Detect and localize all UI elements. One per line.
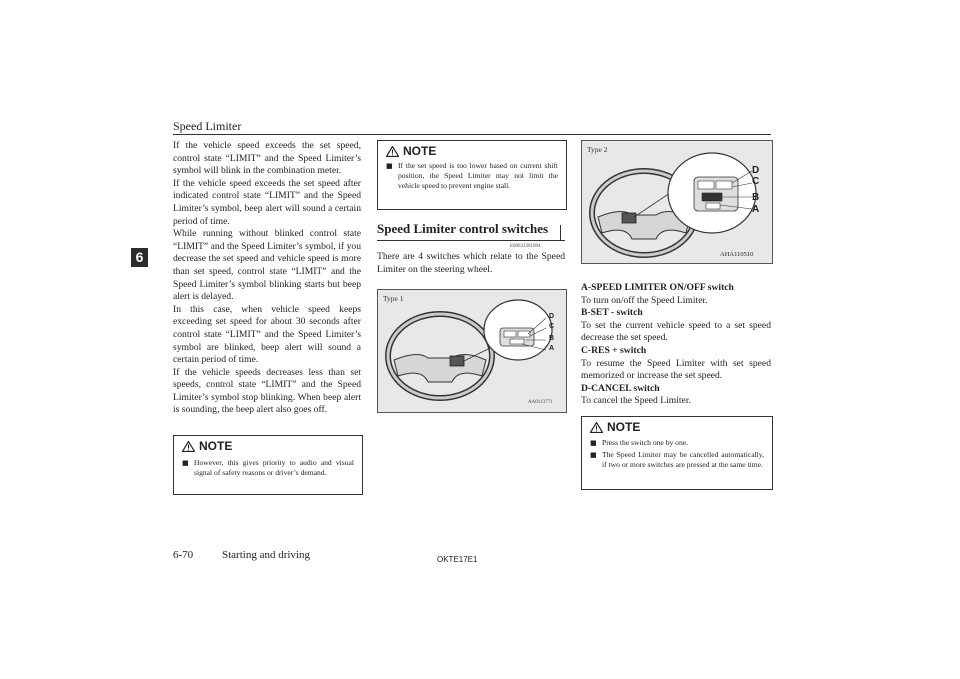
running-header: Speed Limiter: [173, 119, 242, 133]
figure-code: AHA110510: [720, 251, 754, 258]
callout-d: D: [549, 313, 555, 320]
chapter-tab: 6: [131, 248, 148, 267]
figure-code: AA0113771: [528, 400, 553, 405]
switch-c-title: C-RES + switch: [581, 344, 647, 356]
square-bullet-icon: ■: [590, 439, 597, 447]
callout-b: B: [549, 335, 555, 342]
section-rule: [377, 240, 565, 241]
paragraph: In this case, when vehicle speed keeps exceeding set speed for about 30 seconds after control state “LIMIT” and the Speed Limiter’s symbol are blinked, beep alert will sound a certain period of time.: [173, 303, 361, 366]
section-intro: There are 4 switches which relate to the Speed Limiter on the steering wheel.: [377, 251, 565, 275]
switch-d-desc: To cancel the Speed Limiter.: [581, 395, 691, 407]
note-box: [173, 435, 363, 495]
callout-c: C: [549, 323, 555, 330]
footer-section: Starting and driving: [222, 549, 310, 561]
note-box: [377, 140, 567, 210]
section-title: Speed Limiter control switches: [377, 221, 549, 236]
figure-type-1: [377, 289, 567, 413]
note-item: [582, 450, 772, 470]
note-title: NOTE: [607, 420, 641, 434]
steering-wheel-illustration: [582, 141, 772, 263]
note-item: [582, 438, 772, 448]
note-item-text: The Speed Limiter may be cancelled automatically, if two or more switches are pressed at the same time.: [602, 450, 764, 470]
switch-a-desc: To turn on/off the Speed Limiter.: [581, 294, 708, 306]
switch-list: [581, 282, 771, 408]
switch-d-title: D-CANCEL switch: [581, 382, 660, 394]
paragraph: If the vehicle speed exceeds the set speed after indicated control state “LIMIT” and the Speed Limiter’s symbol, beep alert will sound a certain period of time.: [173, 177, 361, 227]
callout-b: B: [752, 192, 760, 203]
square-bullet-icon: ■: [590, 451, 597, 460]
section-code: E00633301094: [510, 244, 541, 249]
note-box: [581, 416, 773, 490]
note-title: NOTE: [403, 144, 437, 158]
figure-type-2: [581, 140, 773, 264]
note-title: NOTE: [199, 439, 233, 453]
callout-a: A: [549, 345, 555, 352]
section-underline-tick: [560, 225, 561, 240]
left-column: [173, 140, 361, 417]
callout-a: A: [752, 204, 760, 215]
callout-d: D: [752, 165, 760, 176]
steering-wheel-illustration: [378, 290, 566, 412]
switch-b-title: B-SET - switch: [581, 307, 643, 319]
switch-a-title: A-SPEED LIMITER ON/OFF switch: [581, 282, 734, 293]
square-bullet-icon: ■: [182, 459, 189, 467]
footer-code: OKTE17E1: [437, 555, 478, 564]
paragraph: If the vehicle speed exceeds the set speed, control state “LIMIT” and the Speed Limiter’s symbol will blink in the combination meter.: [173, 140, 361, 177]
note-item-text: Press the switch one by one.: [602, 438, 689, 447]
note-item-text: If the set speed is too lower based on current shift position, the Speed Limiter may not limit the vehicle speed to prevent engine stall.: [398, 161, 558, 191]
note-header: [582, 417, 772, 434]
switch-b-desc: To set the current vehicle speed to a set speed decrease the set speed.: [581, 319, 771, 344]
note-item: [174, 458, 362, 478]
note-item: [378, 161, 566, 192]
square-bullet-icon: ■: [386, 162, 393, 170]
figure-label: Type 1: [383, 294, 404, 303]
warning-triangle-icon: [182, 441, 195, 452]
note-item-text: However, this gives priority to audio and visual signal of safety reasons or driver’s demand.: [194, 458, 354, 478]
page-number: 6-70: [173, 549, 194, 561]
note-header: [174, 436, 362, 453]
note-header: [378, 141, 566, 158]
paragraph: If the vehicle speeds decreases less than set speeds, control state “LIMIT” and the Speed Limiter’s symbol stop blinking. When beep alert is sounding, the beep alert also goes off.: [173, 366, 361, 416]
warning-triangle-icon: [386, 146, 399, 157]
paragraph: While running without blinked control state “LIMIT” and the Speed Limiter’s symbol, if you decrease the set speed and vehicle speed is more than set speed, control state “LIMIT” and the Speed Limiter’s symbol blinking starts but beep alert is delayed.: [173, 228, 361, 303]
figure-label: Type 2: [587, 145, 608, 154]
header-rule: [173, 134, 771, 135]
callout-c: C: [752, 176, 760, 187]
warning-triangle-icon: [590, 422, 603, 433]
switch-c-desc: To resume the Speed Limiter with set speed memorized or increase the set speed.: [581, 357, 771, 382]
